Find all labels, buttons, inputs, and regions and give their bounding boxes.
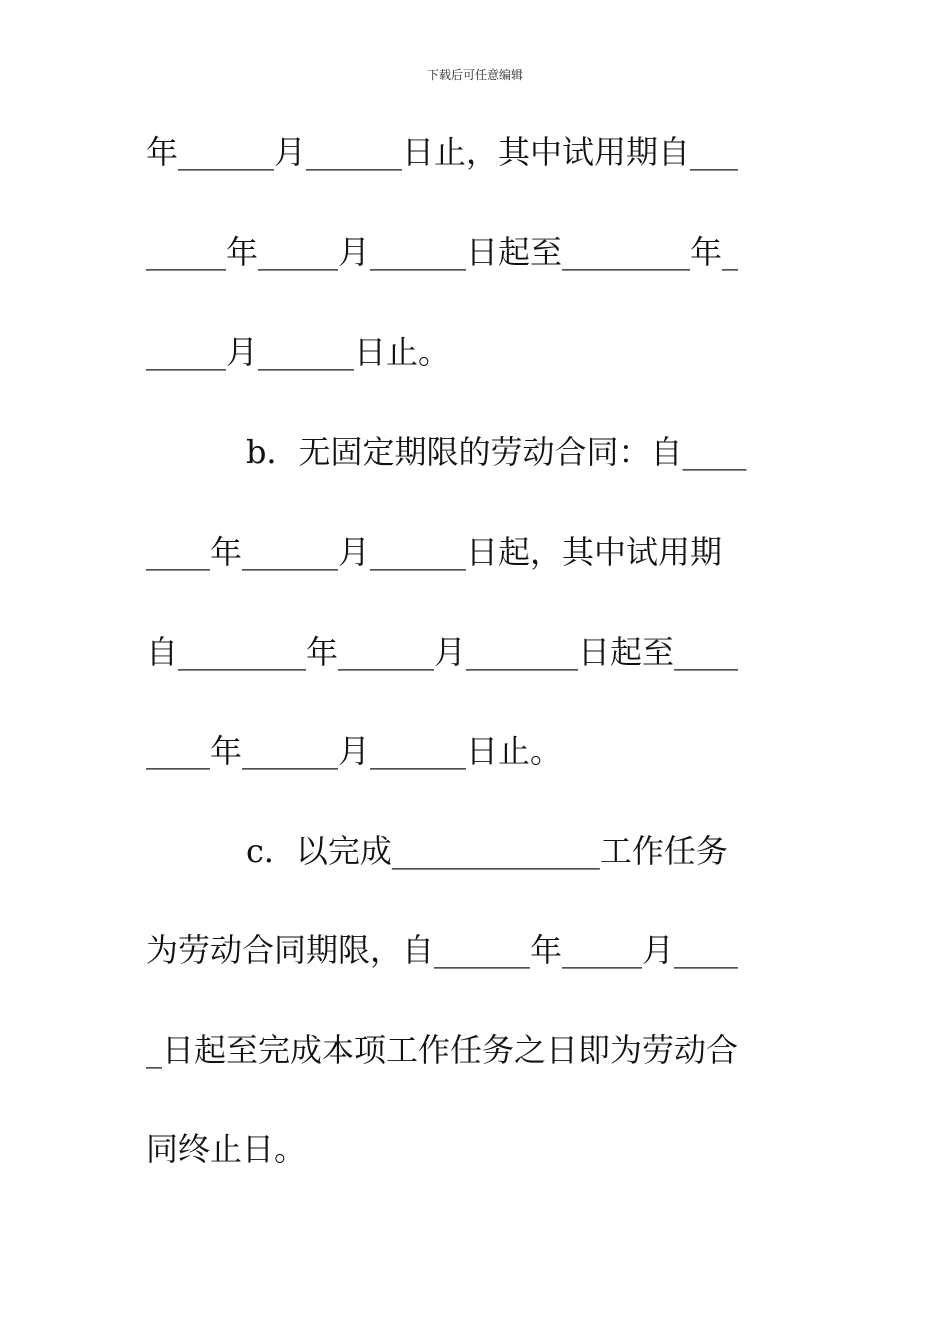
contract-text-line: ____年______月______日起，其中试用期 <box>146 533 723 571</box>
contract-text-line: _____月______日止。 <box>146 333 451 371</box>
contract-text-line: 年______月______日止，其中试用期自___ <box>146 133 739 171</box>
page-header: 下载后可任意编辑 <box>426 68 523 82</box>
clause-c-line: c．以完成_____________工作任务 <box>246 832 728 870</box>
contract-text-line: ____年______月______日止。 <box>146 732 563 770</box>
contract-text-line: _____年_____月______日起至________年_ <box>146 233 739 271</box>
contract-text-line: 同终止日。 <box>146 1130 307 1168</box>
clause-b-line: b．无固定期限的劳动合同：自____ <box>246 433 747 471</box>
contract-text-line: 为劳动合同期限，自______年_____月____ <box>146 931 739 969</box>
contract-text-line: 自________年______月_______日起至____ <box>146 633 739 671</box>
contract-text-line: _日起至完成本项工作任务之日即为劳动合 <box>146 1031 739 1069</box>
